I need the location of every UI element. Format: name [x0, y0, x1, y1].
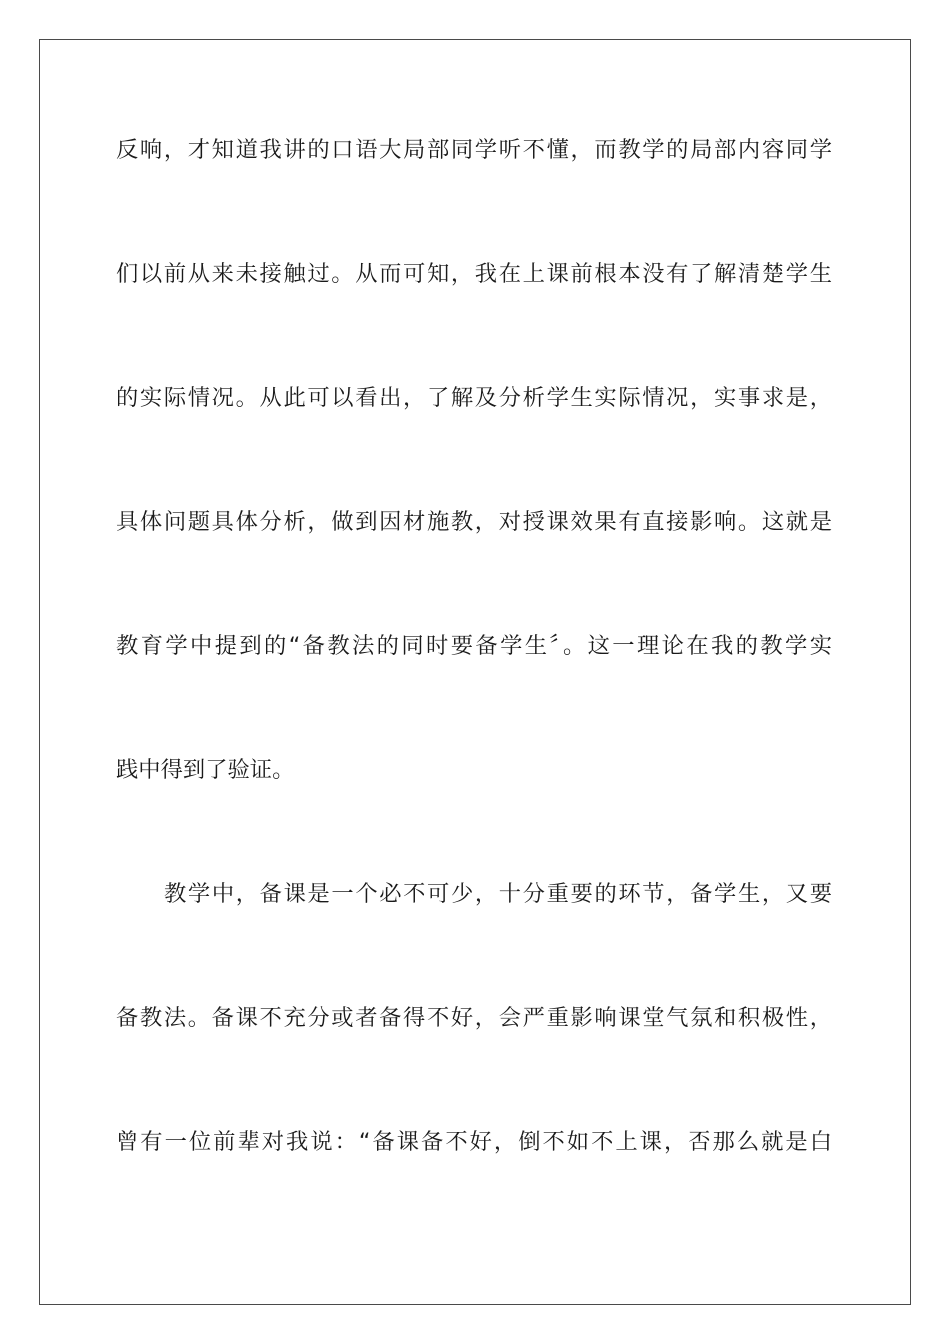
paragraph-line-9: 曾有一位前辈对我说：“备课备不好，倒不如不上课，否那么就是白 [116, 1129, 832, 1155]
paragraph-line-8: 备教法。备课不充分或者备得不好，会严重影响课堂气氛和积极性， [116, 1005, 832, 1031]
paragraph-line-6: 践中得到了验证。 [116, 757, 295, 783]
paragraph-line-4: 具体问题具体分析，做到因材施教，对授课效果有直接影响。这就是 [116, 509, 832, 535]
paragraph-line-2: 们以前从来未接触过。从而可知，我在上课前根本没有了解清楚学生 [116, 261, 832, 287]
paragraph-line-3: 的实际情况。从此可以看出，了解及分析学生实际情况，实事求是， [116, 385, 832, 411]
paragraph-line-5: 教育学中提到的“备教法的同时要备学生〞。这一理论在我的教学实 [116, 633, 832, 659]
page-border [39, 39, 911, 1305]
paragraph-line-7: 教学中，备课是一个必不可少，十分重要的环节，备学生，又要 [164, 881, 832, 907]
paragraph-line-1: 反响，才知道我讲的口语大局部同学听不懂，而教学的局部内容同学 [116, 137, 832, 163]
